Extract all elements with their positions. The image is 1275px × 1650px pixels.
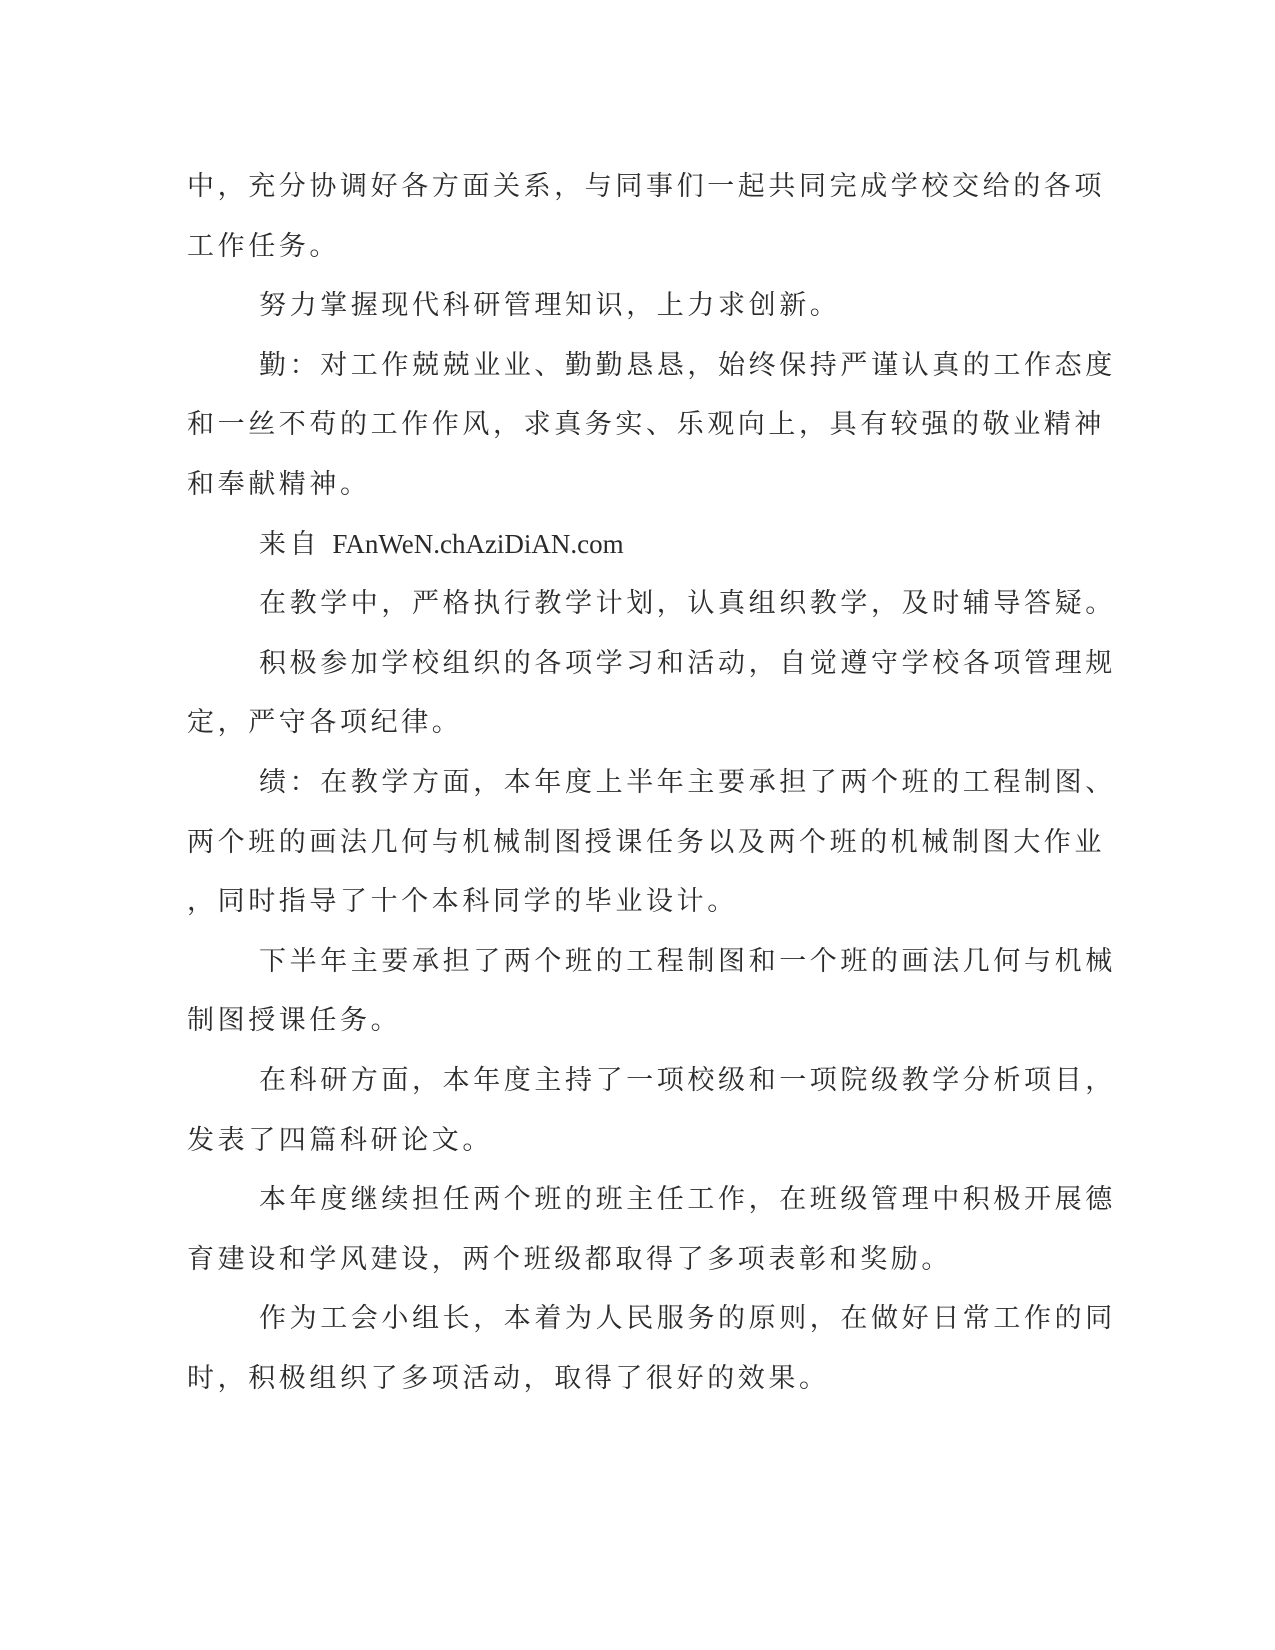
source-url: FAnWeN.chAziDiAN.com <box>332 528 624 559</box>
paragraph-line: 本年度继续担任两个班的班主任工作，在班级管理中积极开展德 <box>259 1184 1116 1216</box>
paragraph-line: 努力掌握现代科研管理知识，上力求创新。 <box>259 290 841 322</box>
paragraph-line: 勤：对工作兢兢业业、勤勤恳恳，始终保持严谨认真的工作态度 <box>259 349 1116 381</box>
paragraph-line: 育建设和学风建设，两个班级都取得了多项表彰和奖励。 <box>187 1243 952 1275</box>
paragraph-line: 绩：在教学方面，本年度上半年主要承担了两个班的工程制图、 <box>259 766 1116 798</box>
paragraph-line: 在科研方面，本年度主持了一项校级和一项院级教学分析项目， <box>259 1064 1116 1096</box>
paragraph-line: 定，严守各项纪律。 <box>187 707 463 739</box>
paragraph-line: 时，积极组织了多项活动，取得了很好的效果。 <box>187 1362 830 1394</box>
paragraph-line: 发表了四篇科研论文。 <box>187 1124 493 1156</box>
paragraph-line: 在教学中，严格执行教学计划，认真组织教学，及时辅导答疑。 <box>259 588 1116 620</box>
source-prefix: 来自 <box>259 528 321 560</box>
paragraph-line: 两个班的画法几何与机械制图授课任务以及两个班的机械制图大作业 <box>187 826 1105 858</box>
paragraph-line: 下半年主要承担了两个班的工程制图和一个班的画法几何与机械 <box>259 945 1116 977</box>
paragraph-line: 积极参加学校组织的各项学习和活动，自觉遵守学校各项管理规 <box>259 647 1116 679</box>
paragraph-line: 工作任务。 <box>187 230 340 262</box>
paragraph-line: 作为工会小组长，本着为人民服务的原则，在做好日常工作的同 <box>259 1303 1116 1335</box>
paragraph-line: 和奉献精神。 <box>187 468 371 500</box>
paragraph-line: 和一丝不苟的工作作风，求真务实、乐观向上，具有较强的敬业精神 <box>187 409 1105 441</box>
source-line <box>187 515 1067 575</box>
paragraph-line: 制图授课任务。 <box>187 1005 402 1037</box>
paragraph-line: 中，充分协调好各方面关系，与同事们一起共同完成学校交给的各项 <box>187 171 1105 202</box>
paragraph-line: ，同时指导了十个本科同学的毕业设计。 <box>187 886 738 918</box>
document-body <box>187 157 1116 1408</box>
